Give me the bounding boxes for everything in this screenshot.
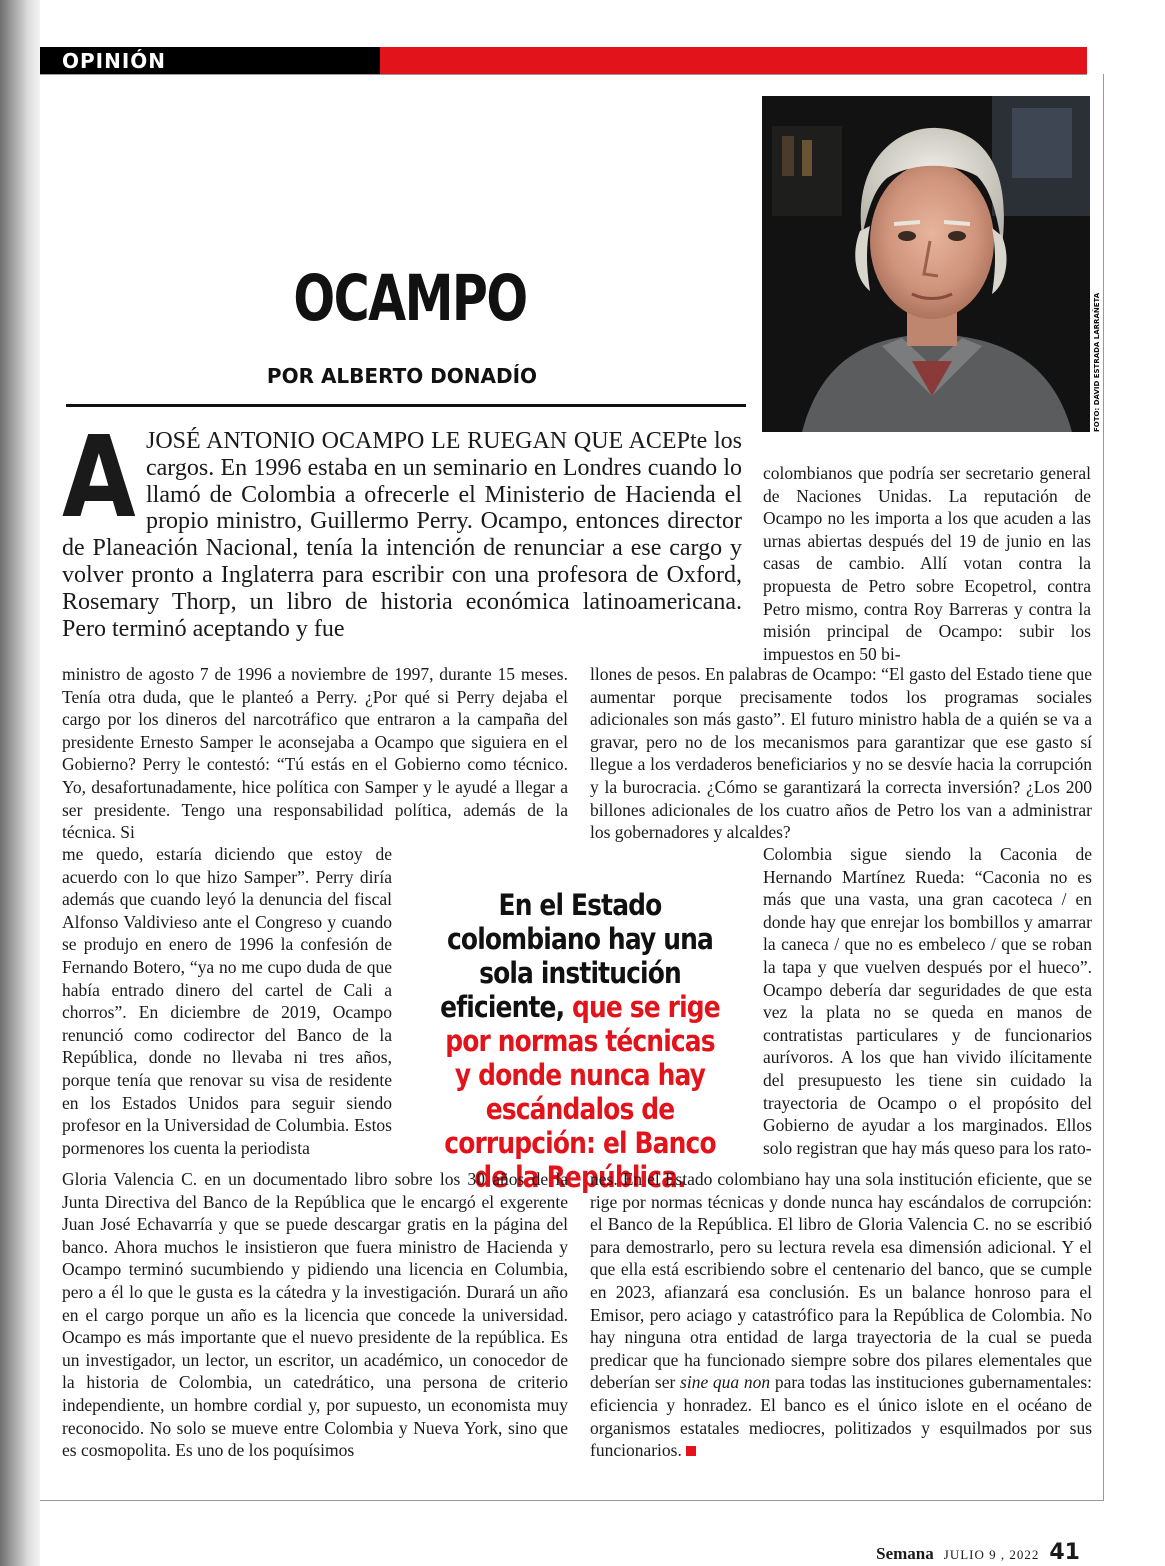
page-number: 41 (1049, 1540, 1080, 1565)
footer-date: JULIO 9 , 2022 (943, 1547, 1040, 1562)
drop-cap: A (62, 413, 136, 543)
section-red-band (380, 47, 1087, 74)
pull-quote-black: En el Estado colombiano hay una sola institución eficiente, (440, 888, 714, 1024)
article-byline: POR ALBERTO DONADÍO (266, 364, 538, 388)
portrait-illustration (762, 96, 1090, 432)
pull-quote-red: que se rige por normas técnicas y donde nunca hay escándalos de corrupción: el Banco de la República. (444, 990, 720, 1194)
frame-bottom-line (40, 1500, 1104, 1501)
body-right-bottom (590, 1168, 1092, 1462)
page-footer (876, 1540, 1080, 1565)
body-right-mid: llones de pesos. En palabras de Ocampo: “El gasto del Estado tiene que aumentar porque precisamente todos los programas sociales adicionales son más gasto”. El futuro ministro habla de a quién se va a gravar, pero no de los mecanismos para garantizar que ese gasto sí llegue a los verdaderos beneficiarios y no se desvíe hacia la corrupción y la burocracia. ¿Cómo se garantizará la correcta inversión? ¿Los 200 billones adicionales de los cuatro años de Petro los van a administrar los gobernadores y alcaldes? (590, 664, 1092, 843)
body-left-mid: ministro de agosto 7 de 1996 a noviembre de 1997, durante 15 meses. Tenía otra duda, que le planteó a Perry. ¿Por qué si Perry dejaba el cargo por los dineros del narcotráfico que entraron a la campaña del presidente Ernesto Samper le aconsejaba a Ocampo que siguiera en el Gobierno? Perry le contestó: “Tú estás en el Gobierno como técnico. Yo, desafortunadamente, hice política con Samper y le ayudé a llegar a ser presidente. Tengo una responsabilidad política, además de la técnica. Si (62, 664, 568, 843)
section-label: OPINIÓN (62, 49, 167, 73)
end-mark-icon (686, 1446, 696, 1456)
article-title: OCAMPO (293, 262, 527, 335)
body-right-bottom-b: para todas las instituciones gubernamentales: eficiencia y honradez. El banco es el único islote en el océano de organismos estatales mediocres, politizados y esquilmados por sus funcionarios. (590, 1372, 1092, 1461)
frame-top-line (40, 74, 1087, 75)
body-right-bottom-italic: sine qua non (680, 1372, 771, 1393)
body-right-top: colombianos que podría ser secretario general de Naciones Unidas. La reputación de Ocampo no les importa a los que acuden a las urnas abiertas después del 19 de junio en las casas de cambio. Allí votan contra la propuesta de Petro sobre Ecopetrol, contra Petro mismo, contra Roy Barreras y contra la misión principal de Ocampo: subir los impuestos en 50 bi- (763, 463, 1091, 664)
body-right-bottom-a: nes. En el Estado colombiano hay una sola institución eficiente, que se rige por normas técnicas y donde nunca hay escándalos de corrupción: el Banco de la República. El libro de Gloria Valencia C. no se escribió para demostrarlo, pero su lectura revela esa dimensión adicional. Y el que ella está escribiendo sobre el centenario del banco, que se cumple en 2023, afianzará esa conclusión. Es un balance honroso para el Emisor, pero aciago y catastrófico para la República de Colombia. No hay ninguna otra entidad de larga trayectoria de la cual se pueda predicar que ha funcionado siempre sobre dos pilares elementales que deberían ser (590, 1169, 1092, 1393)
lead-text: JOSÉ ANTONIO OCAMPO LE RUEGAN QUE ACEPte los cargos. En 1996 estaba en un seminario en Londres cuando lo llamó de Colombia a ofrecerle el Ministerio de Hacienda el propio ministro, Guillermo Perry. Ocampo, entonces director de Planeación Nacional, tenía la intención de renunciar a ese cargo y volver pronto a Inglaterra para escribir con una profesora de Oxford, Rosemary Thorp, un libro de historia económica latinoamericana. Pero terminó aceptando y fue (62, 428, 742, 642)
section-label-block (40, 47, 380, 74)
author-subject-photo (762, 96, 1090, 432)
body-left-narrow: me quedo, estaría diciendo que estoy de acuerdo con lo que hizo Samper”. Perry diría además que cuando leyó la denuncia del fiscal Alfonso Valdivieso ante el Congreso y cuando se produjo en enero de 1996 la confesión de Fernando Botero, “ya no me cupo duda de que había entrado dinero del cartel de Cali a chorros”. En diciembre de 2019, Ocampo renunció como codirector del Banco de la República, donde no llevaba ni tres años, porque tenía que renovar su visa de residente en los Estados Unidos para seguir siendo profesor en la Universidad de Columbia. Estos pormenores los cuenta la periodista (62, 844, 392, 1158)
lead-paragraph (62, 413, 742, 642)
footer-brand: Semana (876, 1544, 934, 1563)
photo-credit: FOTO: DAVID ESTRADA LARRAÑETA (1093, 292, 1101, 432)
body-left-bottom: Gloria Valencia C. en un documentado libro sobre los 30 años de la Junta Directiva del Banco de la República que le encargó el exgerente Juan José Echavarría y que se puede descargar gratis en la página del banco. Ahora muchos le insistieron que fuera ministro de Hacienda y Ocampo terminó sucumbiendo y pidiendo una licencia en Columbia, pero a él lo que le gusta es la cátedra y la investigación. Durará un año en el cargo porque un año es la licencia que concede la universidad. Ocampo es más importante que el nuevo presidente de la república. Es un investigador, un lector, un escritor, un académico, un conocedor de la historia de Colombia, un catedrático, una persona de criterio independiente, un hombre cordial y, por supuesto, un economista muy reconocido. No solo se mueve entre Colombia y Nueva York, sino que es cosmopolita. Es uno de los poquísimos (62, 1169, 568, 1461)
pull-quote (438, 888, 722, 1194)
body-right-narrow: Colombia sigue siendo la Caconia de Hernando Martínez Rueda: “Caconia no es más que una vasta, una gran cacoteca / en donde hay que enrejar los bombillos y amarrar la caneca / que no es embeleco / que se roban la tapa y que vuelven después por el hueco”. Ocampo debería dar seguridades de que esta vez la plata no se queda en manos de contratistas particulares y de funcionarios aurívoros. A los que han vivido ilícitamente del presupuesto les tiene sin cuidado la trayectoria de Ocampo o el propósito del Gobierno de ayudar a los marginados. Ellos solo registran que hay más queso para los rato- (763, 844, 1092, 1158)
section-header-bar (40, 47, 1087, 74)
title-rule (66, 404, 746, 407)
page-spine-shadow (0, 0, 40, 1566)
